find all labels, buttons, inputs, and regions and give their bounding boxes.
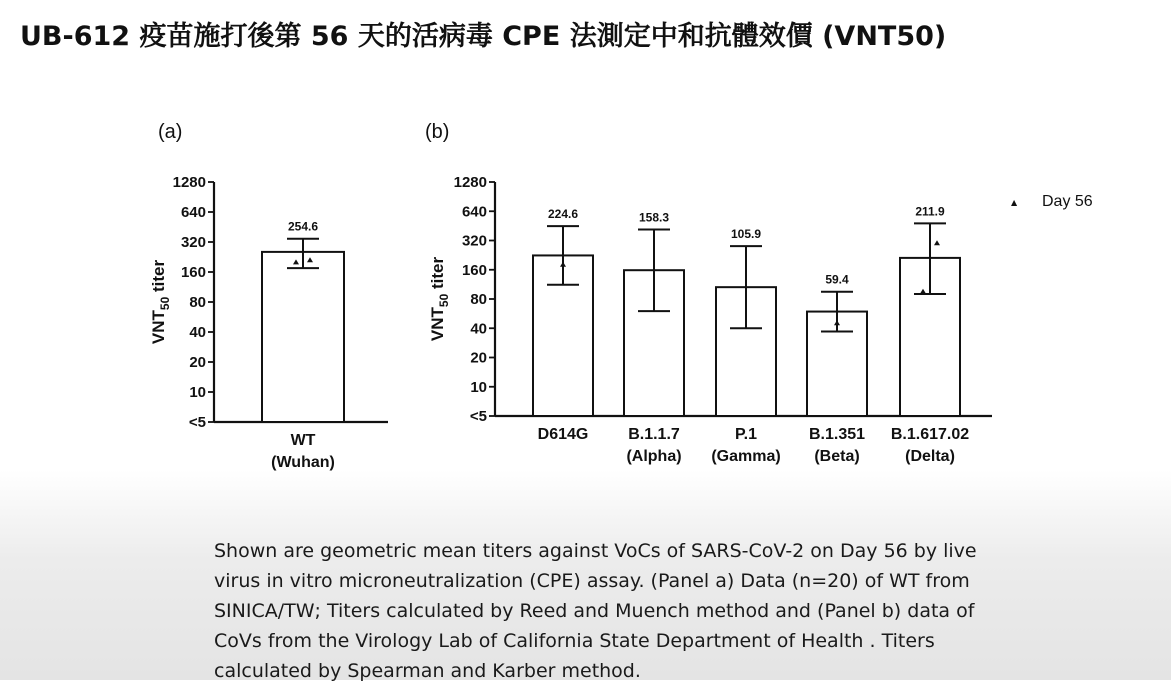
caption-line: SINICA/TW; Titers calculated by Reed and Muench method and (Panel b) data of (214, 600, 975, 622)
y-axis-title-tail: titer (428, 256, 447, 294)
y-axis-title (149, 260, 172, 345)
y-tick-label: 80 (470, 291, 487, 308)
caption-line: CoVs from the Virology Lab of California State Department of Health . Titers (214, 630, 935, 652)
caption (214, 536, 1074, 686)
y-tick-label: 10 (189, 384, 206, 401)
bar-value-label: 105.9 (730, 227, 762, 242)
y-tick-label: 1280 (453, 174, 487, 191)
bar-value-label: 59.4 (825, 272, 849, 287)
y-tick-label: 640 (180, 204, 206, 221)
y-tick-label: 160 (180, 264, 206, 281)
y-axis-title (428, 257, 451, 342)
legend (1011, 193, 1093, 210)
y-axis-title-subscript: 50 (437, 293, 451, 308)
y-tick-label: 160 (461, 261, 487, 279)
y-tick-label: 40 (189, 324, 206, 341)
y-tick-label: 1280 (172, 174, 206, 191)
panel-a-label: (a) (158, 121, 183, 143)
x-category-sublabel: (Wuhan) (271, 454, 335, 471)
x-category-label: B.1.617.02 (890, 426, 970, 443)
bar-value-label: 254.6 (287, 219, 319, 234)
x-category-sublabel: (Delta) (905, 448, 955, 465)
caption-line: Shown are geometric mean titers against VoCs of SARS-CoV-2 on Day 56 by live (214, 540, 977, 562)
x-category-sublabel: (Gamma) (711, 448, 781, 465)
panel-b-chart (428, 174, 992, 465)
y-tick-label: 20 (189, 354, 206, 371)
bar (262, 252, 344, 422)
legend-label: Day 56 (1042, 193, 1093, 210)
y-axis-title-tail: titer (149, 259, 168, 297)
legend-marker-icon: ▲ (1011, 198, 1018, 207)
y-tick-label: 40 (470, 320, 487, 338)
x-category-label: B.1.1.7 (628, 426, 680, 443)
x-category-sublabel: (Beta) (814, 448, 860, 465)
y-tick-label: 640 (461, 203, 487, 221)
y-tick-label: 320 (180, 234, 206, 251)
data-point-marker (934, 240, 940, 245)
panel-b-label: (b) (425, 121, 450, 143)
y-tick-label: 80 (189, 294, 206, 311)
y-tick-label: <5 (188, 414, 206, 431)
y-tick-label: 10 (470, 378, 487, 396)
y-axis-title-main: VNT (428, 307, 447, 342)
x-category-label: D614G (537, 426, 589, 443)
caption-line: calculated by Spearman and Karber method. (214, 660, 641, 682)
y-tick-label: 20 (470, 349, 487, 367)
y-tick-label: <5 (469, 408, 487, 425)
x-category-sublabel: (Alpha) (626, 448, 682, 465)
caption-line: virus in vitro microneutralization (CPE) assay. (Panel a) Data (n=20) of WT from (214, 570, 970, 592)
x-category-label: WT (290, 432, 316, 449)
y-axis-title-subscript: 50 (158, 296, 172, 311)
panel-a-chart (149, 174, 388, 471)
bar-value-label: 224.6 (547, 207, 579, 222)
slide-title: UB-612 疫苗施打後第 56 天的活病毒 CPE 法測定中和抗體效價 (VNT50) (20, 21, 947, 52)
x-category-label: B.1.351 (808, 426, 866, 443)
bar-value-label: 211.9 (915, 204, 945, 219)
bar-value-label: 158.3 (638, 210, 670, 225)
x-category-label: P.1 (735, 426, 757, 443)
y-axis-title-main: VNT (149, 310, 168, 345)
y-tick-label: 320 (461, 232, 487, 250)
